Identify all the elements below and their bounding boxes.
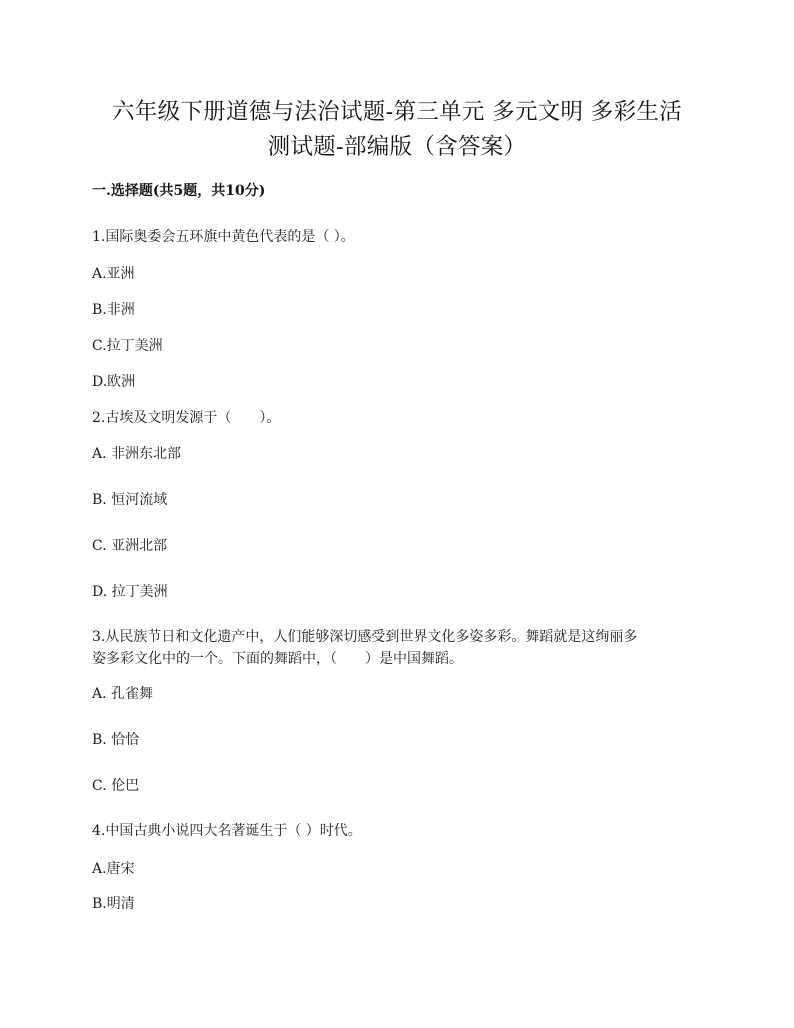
question-1-option-a: A.亚洲 [92,266,135,282]
question-1-option-d: D.欧洲 [92,374,136,390]
question-1-option-b: B.非洲 [92,302,135,318]
question-2-stem: 2.古埃及文明发源于（ ）。 [92,410,281,426]
question-3-option-c: C. 伦巴 [92,778,140,794]
document-title-line-1: 六年级下册道德与法治试题-第三单元 多元文明 多彩生活 [111,99,682,125]
question-3-stem-line-2: 姿多彩文化中的一个。下面的舞蹈中，（ ）是中国舞蹈。 [92,651,463,667]
question-3-option-a: A. 孔雀舞 [92,686,154,702]
question-2-option-d: D. 拉丁美洲 [92,584,168,600]
question-3-stem-line-1: 3.从民族节日和文化遗产中，人们能够深切感受到世界文化多姿多彩。舞蹈就是这绚丽多 [92,629,638,645]
section-heading: 一.选择题(共5题，共10分) [92,183,266,199]
question-2-option-c: C. 亚洲北部 [92,538,168,554]
question-2-option-b: B. 恒河流域 [92,492,168,508]
document-title-line-2: 测试题-部编版（含答案） [267,134,527,160]
question-1-stem: 1.国际奥委会五环旗中黄色代表的是（ ）。 [92,229,355,245]
question-3-option-b: B. 恰恰 [92,732,140,748]
question-4-option-b: B.明清 [92,896,135,912]
question-4-stem: 4.中国古典小说四大名著诞生于（ ）时代。 [92,823,362,839]
question-1-option-c: C.拉丁美洲 [92,338,163,354]
question-4-option-a: A.唐宋 [92,861,135,877]
question-2-option-a: A. 非洲东北部 [92,446,182,462]
